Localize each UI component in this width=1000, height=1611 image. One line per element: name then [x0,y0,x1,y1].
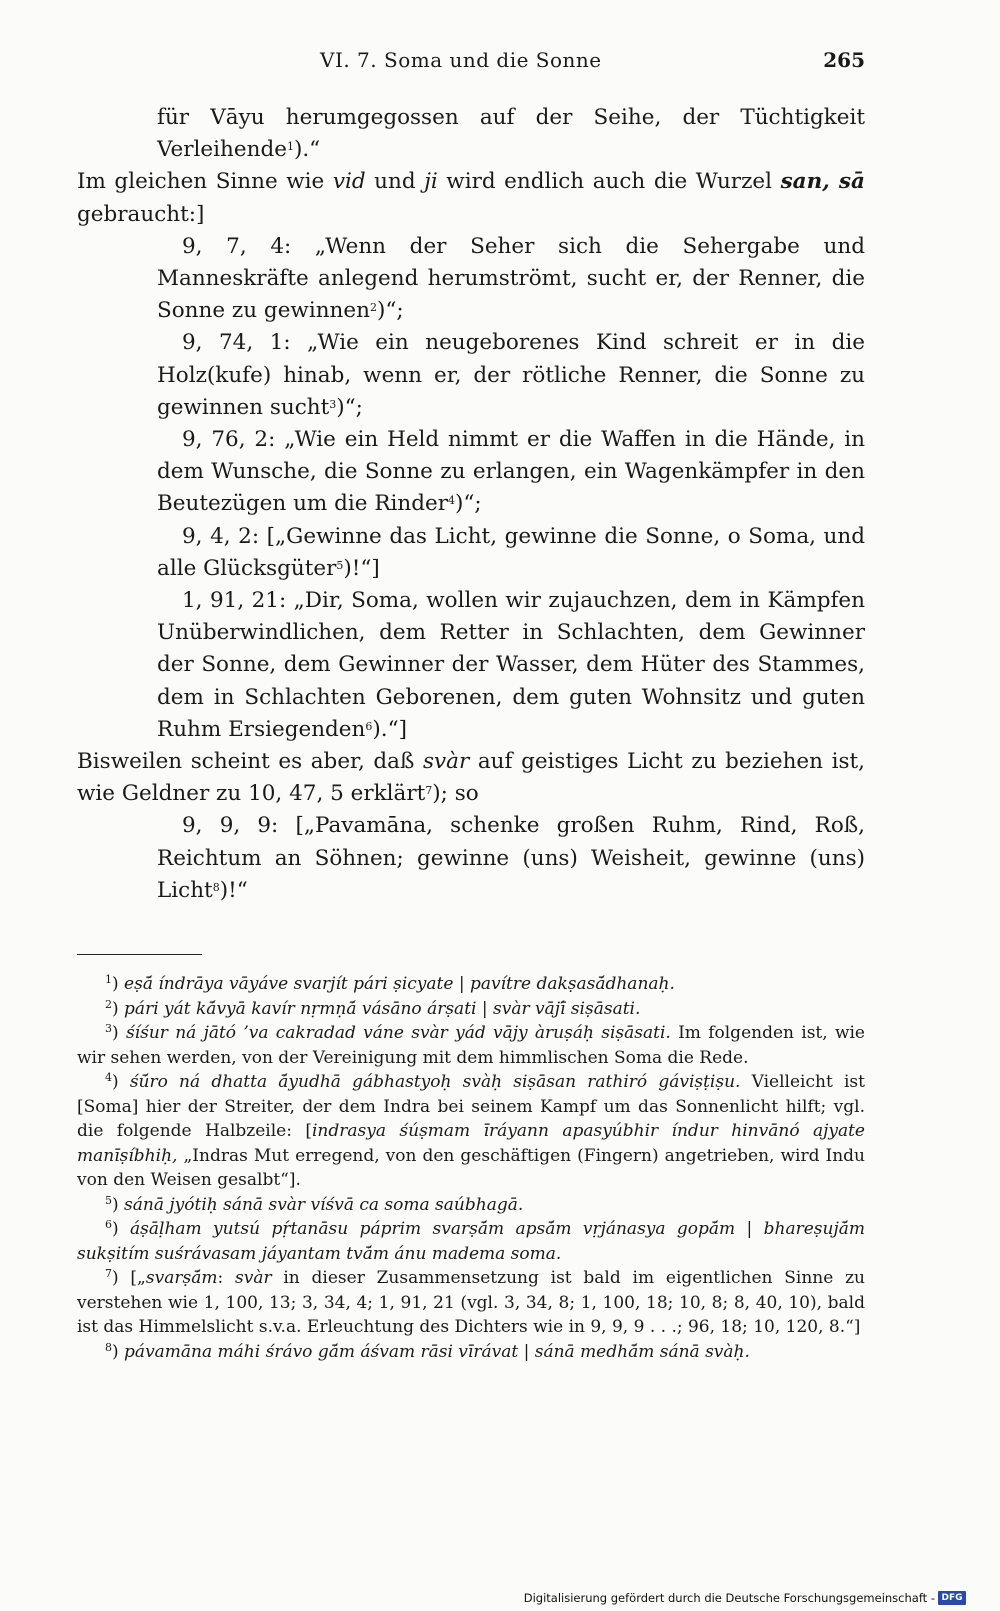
paragraph: Bisweilen scheint es aber, daß svàr auf geistiges Licht zu beziehen ist, wie Geldner zu 10, 47, 5 erklärt$^7$); so [77,749,865,807]
footnote-ref[interactable]: 6 [365,719,373,733]
footnote-3: $^3$) śíśur ná jātó ’va cakradad váne svàr yád vājy àruṣáḥ siṣāsati. Im folgenden ist, wie wir sehen werden, von der Vereinigung mit dem himmlischen Soma die Rede. [77,1022,865,1068]
page-number: 265 [823,48,865,72]
quote-9-76-2: 9, 76, 2: „Wie ein Held nimmt er die Waffen in die Hände, in dem Wunsche, die Sonne zu erlangen, ein Wagenkämpfer in den Beutezügen um die Rinder$^4$)“; [157,427,865,517]
paragraph: Im gleichen Sinne wie vid und ji wird endlich auch die Wurzel san, sā gebraucht:] [77,169,865,227]
footnote-1: $^1$) eṣā́ índrāya vāyáve svarjít pári ṣicyate | pavítre dakṣasā́dhanaḥ. [105,973,675,994]
footnote-ref[interactable]: 5 [336,558,344,572]
footnote-7: $^7$) [„svarṣā́m: svàr in dieser Zusammensetzung ist bald im eigentlichen Sinne zu verstehen wie 1, 100, 13; 3, 34, 4; 1, 91, 21 (vgl. 3, 34, 8; 1, 100, 18; 10, 8; 8, 40, 10), bald ist das Himmelslicht s.v.a. Erleuchtung des Dichters wie in 9, 9, 9 . . .; 96, 18; 10, 120, 8.“] [77,1267,865,1337]
quote-9-74-1: 9, 74, 1: „Wie ein neugeborenes Kind schreit er in die Holz(kufe) hinab, wenn er, der rötliche Renner, die Sonne zu gewinnen sucht$^3$)“; [157,330,865,420]
digitization-credit [524,1591,966,1605]
footnote-ref[interactable]: 8 [212,880,220,894]
footnote-6: $^6$) áṣāḷham yutsú pṛ́tanāsu páprim svarṣā́m apsā́m vṛjánasya gopā́m | bhareṣujā́m sukṣitím suśrávasam jáyantam tvā́m ánu madema soma. [77,1218,865,1264]
footnotes [77,972,865,1364]
footnote-4: $^4$) śū́ro ná dhatta ā́yudhā gábhastyoḥ svàḥ siṣāsan rathiró gáviṣṭiṣu. Vielleicht ist [Soma] hier der Streiter, der dem Indra bei seinem Kampf um das Sonnenlicht hilft; vgl. die folgende Halbzeile: [indrasya śúṣmam īráyann apasyúbhir índur hinvānó ajyate manīṣíbhiḥ, „Indras Mut erregend, von den geschäftigen (Fingern) angetrieben, wird Indu von den Weisen gesalbt“]. [77,1071,865,1190]
footnote-ref[interactable]: 4 [448,494,456,508]
footnote-ref[interactable]: 7 [425,784,433,798]
footnote-2: $^2$) pári yát kā́vyā kavír nṛmṇā́ vásāno árṣati | svàr vājī́ siṣāsati. [105,997,641,1019]
running-title: VI. 7. Soma und die Sonne [320,48,602,72]
dfg-logo-icon: DFG [938,1591,966,1605]
paragraph: für Vāyu herumgegossen auf der Seihe, der Tüchtigkeit Verleihende$^1$).“ [157,105,865,163]
quote-9-7-4: 9, 7, 4: „Wenn der Seher sich die Sehergabe und Manneskräfte anlegend herumströmt, sucht er, der Renner, die Sonne zu gewinnen$^2$)“; [157,233,865,324]
footnote-divider [77,954,202,955]
footnote-ref[interactable]: 2 [369,301,377,315]
credit-text: Digitalisierung gefördert durch die Deutsche Forschungsgemeinschaft - [523,1591,935,1605]
quote-9-9-9: 9, 9, 9: [„Pavamāna, schenke großen Ruhm, Rind, Roß, Reichtum an Söhnen; gewinne (uns) Weisheit, gewinne (uns) Licht$^8$)!“ [157,813,865,903]
footnote-8: $^8$) pávamāna máhi śrávo gā́m áśvam rāsi vīrávat | sánā medhā́m sánā svàḥ. [105,1340,750,1362]
quote-1-91-21: 1, 91, 21: „Dir, Soma, wollen wir zujauchzen, dem in Kämpfen Unüberwindlichen, dem Retter in Schlachten, dem Gewinner der Sonne, dem Gewinner der Wasser, dem Hüter des Stammes, dem in Schlachten Geborenen, dem guten Wohnsitz und guten Ruhm Ersiegenden$^6$).“] [157,588,865,742]
main-text [77,102,865,907]
running-header [155,48,865,78]
footnote-ref[interactable]: 1 [286,140,294,154]
quote-9-4-2: 9, 4, 2: [„Gewinne das Licht, gewinne die Sonne, o Soma, und alle Glücksgüter$^5$)!“] [157,523,865,581]
footnote-5: $^5$) sánā jyótiḥ sánā svàr víśvā ca soma saúbhagā. [105,1193,524,1215]
footnote-ref[interactable]: 3 [329,397,337,411]
